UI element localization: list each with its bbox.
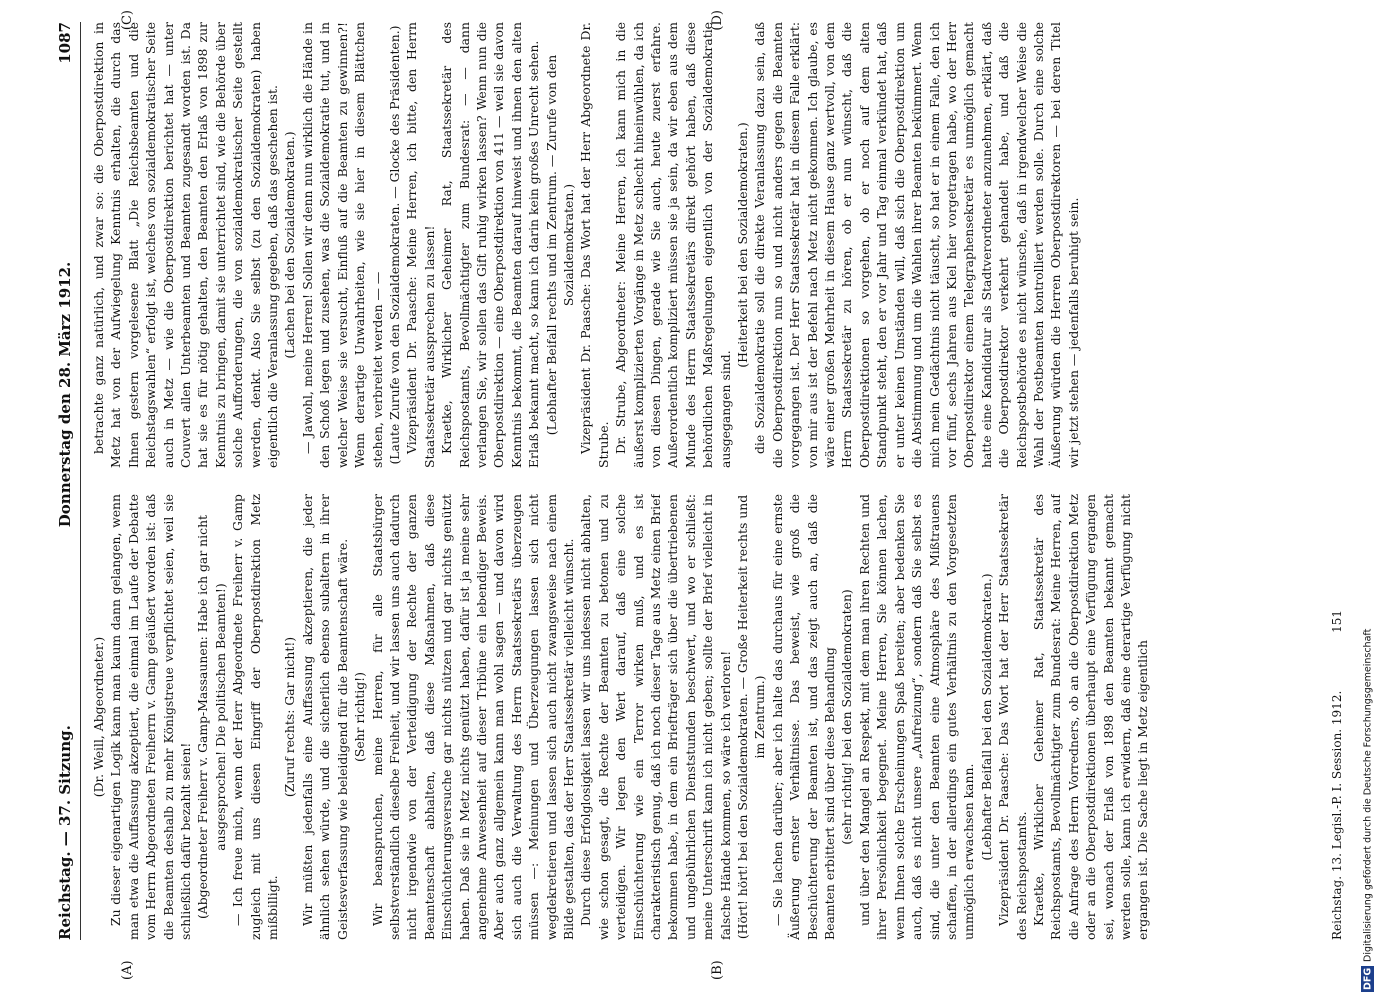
paragraph: (Sehr richtig!) [352, 672, 368, 762]
credit-text: Digitalisierung gefördert durch die Deutsche Forschungsgemeinschaft [1362, 628, 1374, 962]
paragraph: und über den Mangel an Respekt, mit dem man ihren Rechten und ihrer Persönlichkeit begegnet. Meine Herren, Sie können lachen, wenn Ihnen solche Erscheinungen Spaß bereiten; aber bedenken Sie auch, daß es nicht unsere „Aufreizung“, sondern daß Sie selbst es sind, die unter den Beamten eine Atmosphäre des Mißtrauens schaffen, in der allerdings ein gutes Verhältnis zu den Vorgesetzten unmöglich erwachsen kann. [856, 494, 977, 940]
header-left: Reichstag. — 37. Sitzung. [56, 725, 74, 940]
paragraph: (Hört! hört! bei den Sozialdemokraten. — Große Heiterkeit rechts und im Zentrum.) [735, 494, 768, 940]
paragraph: betrachte ganz natürlich, und zwar so: die Oberpostdirektion in Metz hat von der Aufwiegelung Kenntnis erhalten, die durch das Ihnen gestern vorgelesene Blatt „Die Reichsbeamten und die Reichstagswahlen“ erfolgt ist, welches von sozialdemokratischer Seite auch in Metz — wie die Oberpostdirektion berichtet hat — unter Couvert allen Unterbeamten und Beamten zugesandt worden ist. Da hat sie es für nötig gehalten, den Beamten den Erlaß von 1898 zur Kenntnis zu bringen, damit sie unterrichtet sind, wie die Behörde über solche Aufforderungen, die von sozialdemokratischer Seite gestellt werden, denkt. Also Sie selbst (zu den Sozialdemokraten) haben eigentlich die Veranlassung gegeben, daß das geschehen ist. [91, 22, 281, 468]
margin-letter-d: (D) [710, 10, 725, 31]
paragraph: — Sie lachen darüber; aber ich halte das durchaus für eine ernste Äußerung ernster Verhältnisse. Das beweist, wie groß die Beschüchterung der Beamten ist, und das zeigt auch an, daß die Beamten erbittert sind über diese Behandlung [769, 494, 838, 940]
paragraph: Wir beanspruchen, meine Herren, für alle Staatsbürger selbstverständlich dieselbe Freiheit, und wir lassen uns auch dadurch nicht irgendwie von der Verteidigung der Rechte der ganzen Beamtenschaft abhalten, daß diese Maßnahmen, daß diese Einschüchterungsversuche gar nichts nützen und gar nichts genützt haben. Daß sie in Metz nichts genützt haben, dafür ist ja meine sehr angenehme Anwesenheit auf dieser Tribüne ein lebendiger Beweis. Aber auch ganz allgemein kann man wohl sagen — und davon wird sich auch die Verwaltung des Herrn Staatssekretärs überzeugen müssen —: Meinungen und Überzeugungen lassen sich nicht wegdekretieren und lassen sich auch nicht zwangsweise nach einem Bilde gestalten, das der Herr Staatssekretär vielleicht wünscht. [369, 494, 576, 940]
header-center: Donnerstag den 28. März 1912. [56, 261, 74, 528]
digitization-credit [1361, 8, 1375, 992]
paragraph: (Lachen bei den Sozialdemokraten.) [282, 131, 298, 359]
paragraph: (Laute Zurufe von den Sozialdemokraten. — Glocke des Präsidenten.) [386, 25, 402, 465]
paragraph: Kraetke, Wirklicher Geheimer Rat, Staatssekretär des Reichspostamts, Bevollmächtigter zum Bundesrat: — — dann verlangen Sie, wir sollen das Gift ruhig wirken lassen? Wenn nun die Oberpostdirektion — eine Oberpostdirektion von 411 — weil sie davon Kenntnis bekommt, die Beamten darauf hinweist und ihnen den alten Erlaß bekannt macht, so kann ich darin kein großes Unrecht sehen. [439, 22, 542, 468]
page-footer: Reichstag. 13. Legisl.-P. I. Session. 1912. [1330, 690, 1344, 940]
margin-letter-b: (B) [710, 960, 725, 980]
paragraph: Kraetke, Wirklicher Geheimer Rat, Staatssekretär des Reichspostamts, Bevollmächtigter zum Bundesrat: Meine Herren, auf die Anfrage des Herrn Vorredners, ob an die Oberpostdirektion Metz oder an die Oberpostdirektionen überhaupt eine Verfügung ergangen sei, wonach der Erlaß von 1898 den Beamten bekannt gemacht werden solle, kann ich erwidern, daß eine derartige Verfügung nicht ergangen ist. Die Sache liegt in Metz eigentlich [1030, 494, 1151, 940]
paragraph: (Lebhafter Beifall rechts und im Zentrum. — Zurufe von den Sozialdemokraten.) [543, 54, 576, 436]
paragraph: Dr. Strube, Abgeordneter: Meine Herren, ich kann mich in die äußerst komplizierten Vorgänge in Metz schlecht hineinwühlen, da ich von diesen Dingen, gerade wie Sie auch, heute zuerst erfahre. Außerordentlich kompliziert müssen sie ja sein, da wir eben aus dem Munde des Herrn Staatssekretärs direkt gehört haben, daß diese behördlichen Maßregelungen eigentlich von der Sozialdemokratie ausgegangen sind. [613, 22, 733, 468]
paragraph: (Lebhafter Beifall bei den Sozialdemokraten.) [978, 573, 994, 861]
paragraph: Durch diese Erfolglosigkeit lassen wir uns indessen nicht abhalten, wie schon gesagt, die Rechte der Beamten zu betonen und zu verteidigen. Wir legen den Wert darauf, daß eine solche Einschüchterung wie ein Terror wirken muß, und es ist charakteristisch genug, daß ich noch dieser Tage aus Metz einen Brief bekommen habe, in dem ein Briefträger sich über die übertriebenen und ungebührlichen Dienststunden beschwert, und wo er schließt: meine Unterschrift kann ich nicht geben; sollte der Brief vielleicht in falsche Hände kommen, so wäre ich verloren! [578, 494, 733, 940]
paragraph: Vizepräsident Dr. Paasche: Das Wort hat der Herr Staatssekretär des Reichspostamts. [996, 494, 1029, 940]
margin-letter-c: (C) [120, 10, 135, 31]
signature-number: 151 [1330, 610, 1344, 633]
paragraph: (Heiterkeit bei den Sozialdemokraten.) [735, 122, 751, 368]
text-columns [90, 22, 1320, 940]
paragraph: (Dr. Weill, Abgeordneter.) [91, 636, 106, 798]
header-page-number: 1087 [56, 22, 74, 64]
left-column [90, 494, 1320, 940]
right-column [90, 22, 1320, 468]
paragraph: Vizepräsident Dr. Paasche: Das Wort hat der Herr Abgeordnete Dr. Strube. [578, 22, 611, 468]
paragraph: Wir müßten jedenfalls eine Auffassung akzeptieren, die jeder ähnlich sehen würde, und die sicherlich ebenso subaltern in ihrer Geistesverfassung wie beleidigend für die Beamtenschaft wäre. [299, 494, 350, 940]
margin-letter-a: (A) [120, 960, 135, 980]
rotated-page [10, 10, 1370, 990]
paragraph: Zu dieser eigenartigen Logik kann man kaum dann gelangen, wenn man etwa die Auffassung akzeptiert, die einmal im Laufe der Debatte vom Herrn Abgeordneten Freiherrn v. Gamp geäußert worden ist: daß die Beamten deshalb zu mehr Königstreue verpflichtet seien, weil sie schließlich dafür bezahlt seien! [108, 494, 194, 940]
paragraph: Vizepräsident Dr. Paasche: Meine Herren, ich bitte, den Herrn Staatssekretär aussprechen zu lassen! [404, 22, 437, 468]
paragraph: (Zuruf rechts: Gar nicht!) [282, 636, 298, 798]
paragraph: — Ich freue mich, wenn der Herr Abgeordnete Freiherr v. Gamp zugleich mit uns diesen Eingriff der Oberpostdirektion Metz mißbilligt. [230, 494, 281, 940]
paragraph: die Sozialdemokratie soll die direkte Veranlassung dazu sein, daß die Oberpostdirektion nun so und nicht anders gegen die Beamten vorgegangen ist. Der Herr Staatssekretär hat in diesem Falle erklärt: von mir aus ist der Befehl nach Metz nicht gekommen. Ich glaube, es wäre einer großen Mehrheit in diesem Hause ganz wertvoll, von dem Herrn Staatssekretär zu hören, ob er nun wünscht, daß die Oberpostdirektionen so vorgehen, ob er noch auf dem alten Standpunkt steht, den er vor Jahr und Tag einmal verkündet hat, daß er unter keinen Umständen will, daß sich die Oberpostdirektion um die Abstimmung und um die Wahlen ihrer Beamten bekümmert. Wenn mich mein Gedächtnis nicht täuscht, so hat er in einem Falle, den ich vor fünf, sechs Jahren aus Kiel hier vorgetragen habe, wo der Herr Oberpostdirektor einem Telegraphensekretär es unmöglich gemacht hatte eine Kandidatur als Stadtverordneter anzunehmen, erklärt, daß die Oberpostdirektor verkehrt gehandelt habe, und daß die Reichspostbehörde es nicht wünsche, daß in irgendwelcher Weise die Wahl der Postbeamten kontrolliert werden solle. Durch eine solche Äußerung würden die Herren Oberpostdirektoren — bei deren Titel wir jetzt stehen — jedenfalls beruhigt sein. [752, 22, 1081, 468]
page-header [50, 22, 81, 940]
paragraph: — Jawohl, meine Herren! Sollen wir denn nun wirklich die Hände in den Schoß legen und zusehen, was die Sozialdemokratie tut, und in welcher Weise sie versucht, Einfluß auf die Beamten zu gewinnen?! Wenn derartige Unwahrheiten, wie sie hier in diesem Blättchen stehen, verbreitet werden — — [299, 22, 385, 468]
paragraph: (sehr richtig! bei den Sozialdemokraten) [839, 589, 855, 845]
paragraph: (Abgeordneter Freiherr v. Gamp-Massaunen: Habe ich gar nicht ausgesprochen! Die politischen Beamten!) [195, 514, 228, 920]
dfg-logo: DFG [1362, 967, 1374, 990]
